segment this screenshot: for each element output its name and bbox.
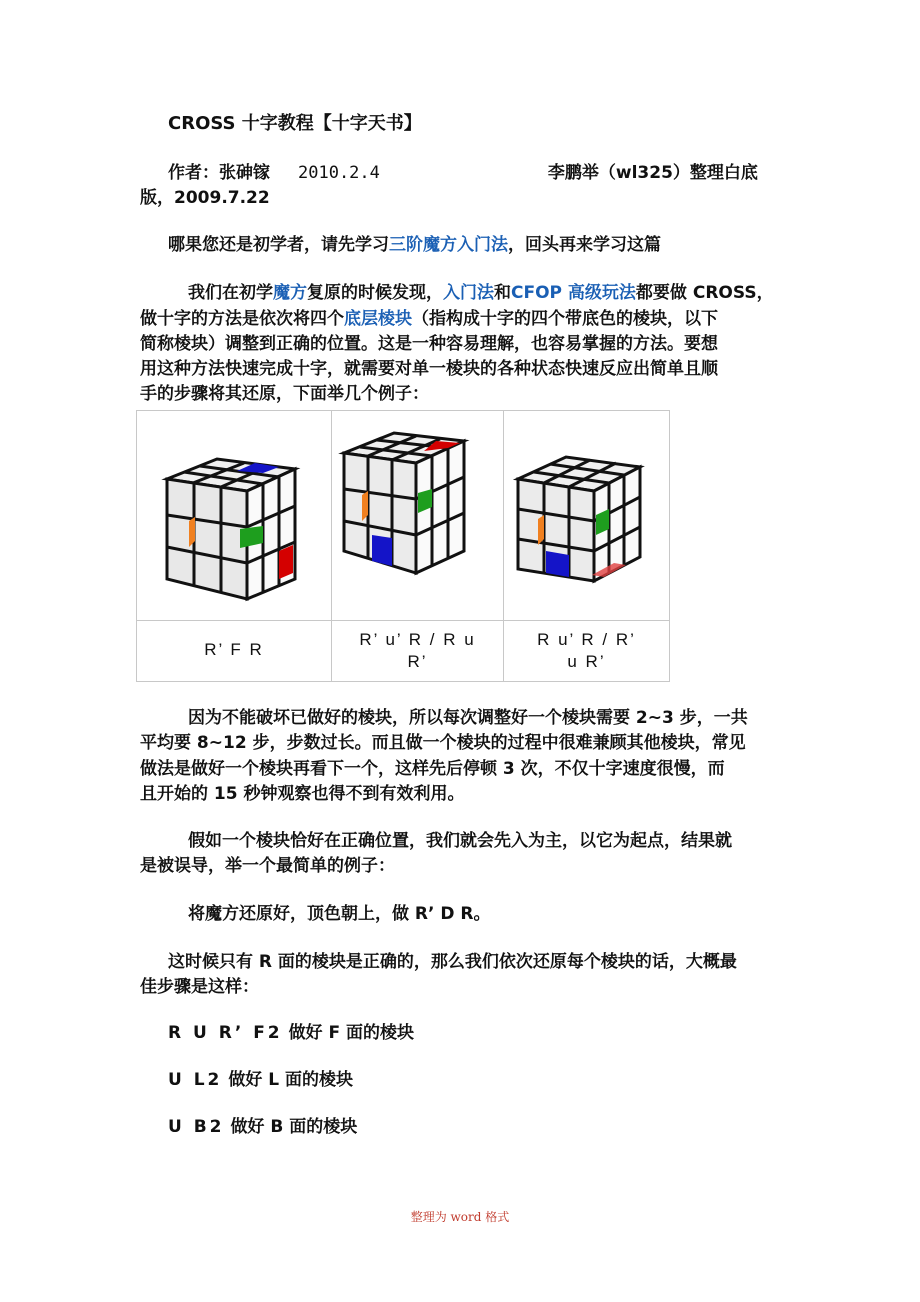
para1-line2: 做十字的方法是依次将四个底层棱块（指构成十字的四个带底色的棱块，以下 <box>140 309 718 329</box>
example-caption-3: R u’ R / R’ u R’ <box>504 620 669 681</box>
editor-credit: 李鹏举（wl325）整理白底 <box>547 163 758 183</box>
para1-line4: 用这种方法快速完成十字，就需要对单一棱块的各种状态快速反应出简单且顺 <box>140 359 718 379</box>
author-date: 2010.2.4 <box>298 163 380 183</box>
examples-table <box>136 410 670 682</box>
author-line <box>168 161 758 185</box>
para3-line2: 是被误导，举一个最简单的例子： <box>140 856 395 876</box>
para2-line4: 且开始的 15 秒钟观察也得不到有效利用。 <box>140 784 465 804</box>
author-label: 作者：张砷镓 <box>168 163 270 183</box>
para1-line3: 简称棱块）调整到正确的位置。这是一种容易理解，也容易掌握的方法。要想 <box>140 334 718 354</box>
cube-diagram-2 <box>332 411 503 620</box>
page-title: CROSS 十字教程【十字天书】 <box>168 113 422 134</box>
step-1: R U R’ F2 做好 F 面的棱块 <box>168 1023 415 1043</box>
link-bottom-edge[interactable]: 底层棱块 <box>344 309 412 329</box>
example-cell-1 <box>137 411 332 681</box>
para5-line2: 佳步骤是这样： <box>140 977 259 997</box>
example-cell-2 <box>332 411 504 681</box>
step-3: U B2 做好 B 面的棱块 <box>168 1117 358 1137</box>
para3-line1: 假如一个棱块恰好在正确位置，我们就会先入为主，以它为起点，结果就 <box>188 831 732 851</box>
intro-line: 哪果您还是初学者，请先学习三阶魔方入门法，回头再来学习这篇 <box>168 235 661 255</box>
step-2: U L2 做好 L 面的棱块 <box>168 1070 353 1090</box>
para5-line1: 这时候只有 R 面的棱块是正确的，那么我们依次还原每个棱块的话，大概最 <box>168 952 737 972</box>
para1-line5: 手的步骤将其还原，下面举几个例子： <box>140 384 429 404</box>
editor-date: 版，2009.7.22 <box>140 188 270 208</box>
cube-diagram-1 <box>137 411 331 620</box>
para4-line: 将魔方还原好，顶色朝上，做 R’ D R。 <box>188 904 491 924</box>
footer-note: 整理为 word 格式 <box>410 1210 510 1224</box>
example-caption-1: R’ F R <box>137 620 331 681</box>
link-beginner-method[interactable]: 三阶魔方入门法 <box>389 235 508 255</box>
para1-line1: 我们在初学魔方复原的时候发现，入门法和CFOP 高级玩法都要做 CROSS， <box>188 283 774 303</box>
para2-line1: 因为不能破坏已做好的棱块，所以每次调整好一个棱块需要 2~3 步，一共 <box>188 708 748 728</box>
para2-line2: 平均要 8~12 步，步数过长。而且做一个棱块的过程中很难兼顾其他棱块，常见 <box>140 733 746 753</box>
example-cell-3 <box>504 411 669 681</box>
link-cfop[interactable]: CFOP 高级玩法 <box>511 283 636 303</box>
link-cube[interactable]: 魔方 <box>273 283 307 303</box>
link-beginner[interactable]: 入门法 <box>443 283 494 303</box>
cube-diagram-3 <box>504 411 669 620</box>
example-caption-2: R’ u’ R / R u R’ <box>332 620 503 681</box>
para2-line3: 做法是做好一个棱块再看下一个，这样先后停顿 3 次，不仅十字速度很慢，而 <box>140 759 725 779</box>
